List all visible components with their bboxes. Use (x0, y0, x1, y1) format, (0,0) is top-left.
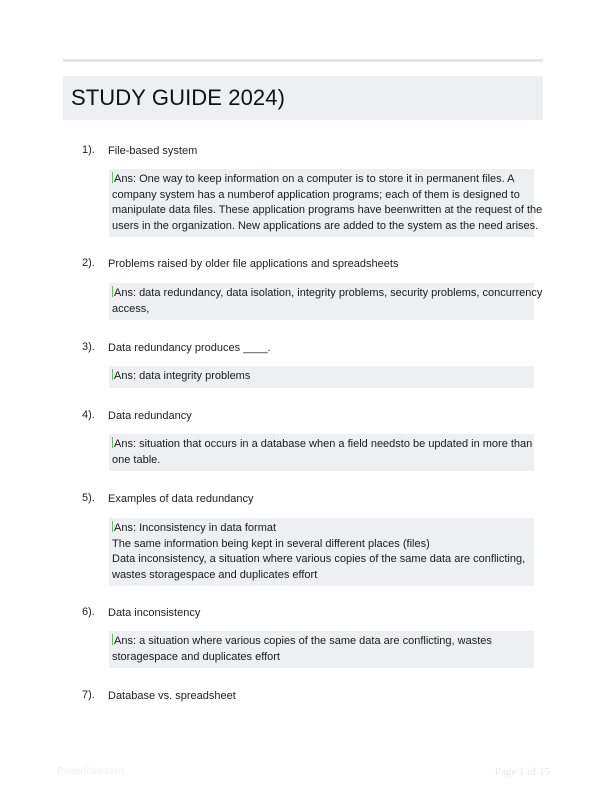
answer-line: Ans: Inconsistency in data format (114, 522, 277, 534)
top-rule (63, 59, 543, 62)
question-text: Database vs. spreadsheet (108, 690, 236, 702)
cursor-bar-icon (112, 437, 113, 448)
answer-line: wastes storagespace and duplicates effort (112, 568, 318, 581)
question-number: 3). (82, 341, 95, 353)
answer-line: one table. (112, 453, 161, 466)
cursor-bar-icon (112, 521, 113, 532)
page-title: STUDY GUIDE 2024) (71, 85, 286, 110)
answer-line: Ans: a situation where various copies of the same data are conflicting, wastes (114, 635, 492, 647)
question-text: Problems raised by older file applications and spreadsheets (108, 258, 399, 270)
answer-box (109, 631, 534, 668)
cursor-bar-icon (112, 286, 113, 297)
question-text: Examples of data redundancy (108, 493, 254, 505)
cursor-bar-icon (112, 172, 113, 183)
answer-box (109, 169, 543, 237)
cursor-bar-icon (112, 369, 113, 380)
watermark-text: Paperfolio.com (57, 766, 124, 777)
answer-box (109, 518, 534, 586)
question-number: 5). (82, 492, 95, 504)
answer-line: The same information being kept in several different places (files) (112, 537, 430, 550)
answer-line: company system has a numberof application programs; each of them is designed to (112, 188, 520, 201)
title-band (63, 76, 543, 120)
question-text: Data redundancy (108, 410, 192, 422)
question-text: Data redundancy produces ____. (108, 342, 271, 354)
answer-line: Ans: situation that occurs in a database when a field needsto be updated in more than (114, 438, 533, 450)
answer-line: Ans: data redundancy, data isolation, integrity problems, security problems, concurrency (114, 287, 543, 299)
question-number: 2). (82, 257, 95, 269)
answer-line: access, (112, 302, 150, 315)
question-number: 7). (82, 689, 95, 701)
answer-box (109, 434, 534, 471)
page-indicator: Page 1 of 15 (494, 766, 550, 778)
answer-line: manipulate data files. These application programs have beenwritten at the request of the (112, 204, 543, 216)
answer-box (109, 283, 543, 320)
answer-box (109, 366, 534, 388)
answer-line: storagespace and duplicates effort (112, 650, 280, 663)
answer-line: users in the organization. New applications are added to the system as the need arises. (112, 219, 539, 232)
answer-line: Ans: One way to keep information on a computer is to store it in permanent files. A (114, 173, 515, 185)
answer-line: Data inconsistency, a situation where various copies of the same data are conflicting, (112, 553, 526, 565)
question-number: 1). (82, 144, 95, 156)
answer-line: Ans: data integrity problems (114, 370, 251, 382)
question-number: 6). (82, 606, 95, 618)
question-number: 4). (82, 409, 95, 421)
cursor-bar-icon (112, 634, 113, 645)
question-text: File-based system (108, 145, 198, 157)
question-text: Data inconsistency (108, 607, 201, 619)
